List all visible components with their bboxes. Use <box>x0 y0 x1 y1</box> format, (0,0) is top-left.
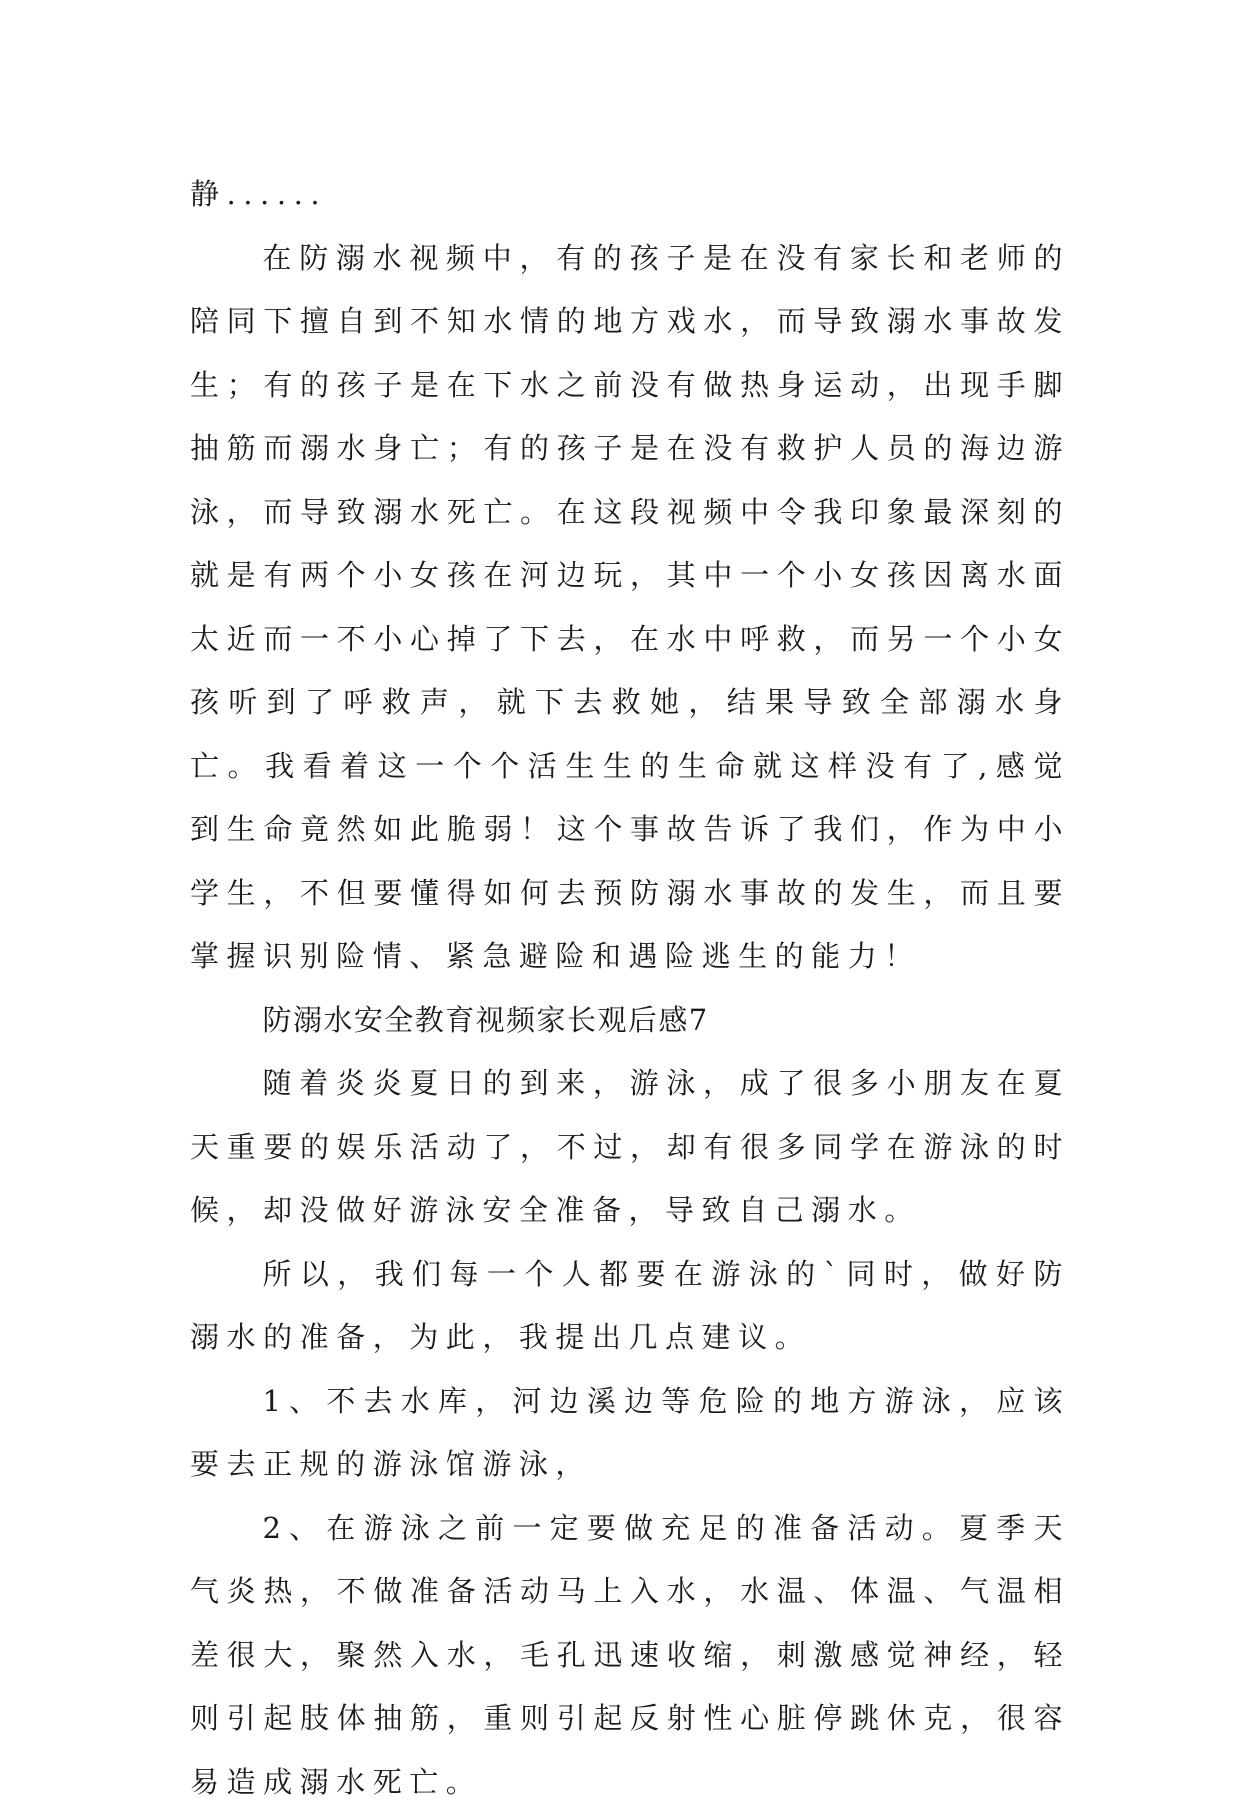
paragraph-continuation: 静...... <box>190 163 1070 227</box>
paragraph-suggestions-intro: 所以，我们每一个人都要在游泳的`同时，做好防溺水的准备，为此，我提出几点建议。 <box>190 1243 1070 1370</box>
section-title: 防溺水安全教育视频家长观后感7 <box>190 989 1070 1053</box>
paragraph-video-description: 在防溺水视频中，有的孩子是在没有家长和老师的陪同下擅自到不知水情的地方戏水，而导致溺水事故发生；有的孩子是在下水之前没有做热身运动，出现手脚抽筋而溺水身亡；有的孩子是在没有救护人员的海边游泳，而导致溺水死亡。在这段视频中令我印象最深刻的就是有两个小女孩在河边玩，其中一个小女孩因离水面太近而一不小心掉了下去，在水中呼救，而另一个小女孩听到了呼救声，就下去救她，结果导致全部溺水身亡。我看着这一个个活生生的生命就这样没有了,感觉到生命竟然如此脆弱！这个事故告诉了我们，作为中小学生，不但要懂得如何去预防溺水事故的发生，而且要掌握识别险情、紧急避险和遇险逃生的能力！ <box>190 227 1070 989</box>
paragraph-summer-swimming: 随着炎炎夏日的到来，游泳，成了很多小朋友在夏天重要的娱乐活动了，不过，却有很多同学在游泳的时候，却没做好游泳安全准备，导致自己溺水。 <box>190 1052 1070 1243</box>
suggestion-item-2: 2、在游泳之前一定要做充足的准备活动。夏季天气炎热，不做准备活动马上入水，水温、体温、气温相差很大，聚然入水，毛孔迅速收缩，刺激感觉神经，轻则引起肢体抽筋，重则引起反射性心脏停跳休克，很容易造成溺水死亡。 <box>190 1497 1070 1814</box>
suggestion-item-1: 1、不去水库，河边溪边等危险的地方游泳，应该要去正规的游泳馆游泳， <box>190 1370 1070 1497</box>
document-body <box>190 163 1070 1814</box>
